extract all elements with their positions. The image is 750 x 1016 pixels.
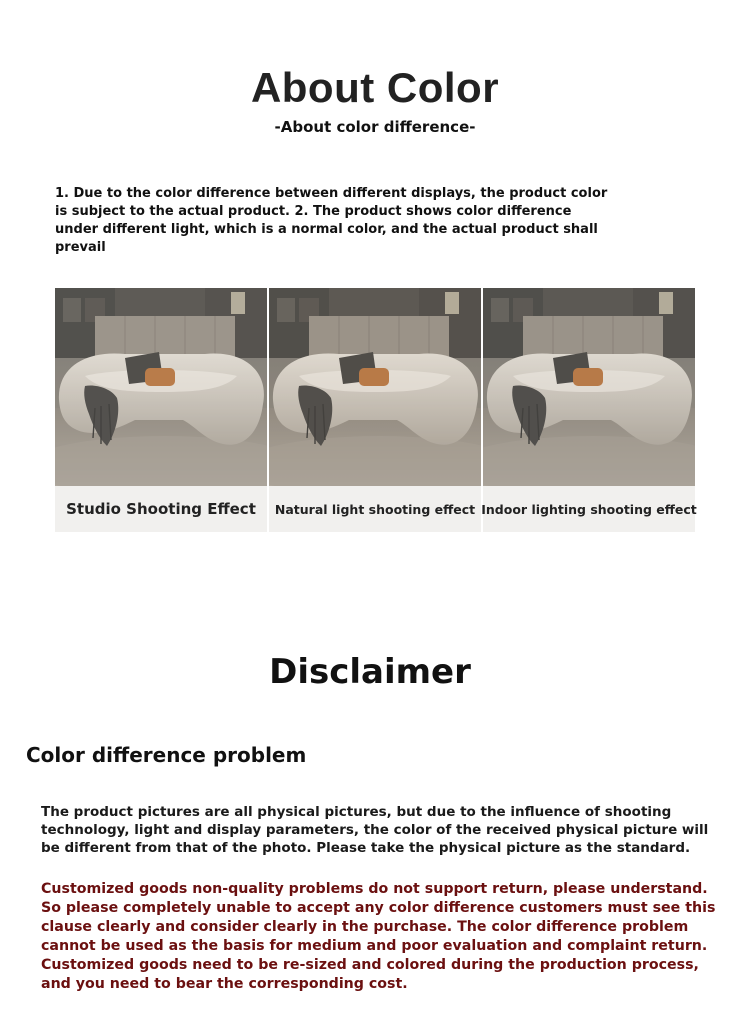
disclaimer-title: Disclaimer bbox=[269, 652, 471, 692]
sofa-photo-studio bbox=[55, 288, 267, 486]
gallery-panel-studio bbox=[55, 288, 267, 532]
caption-studio: Studio Shooting Effect bbox=[55, 486, 267, 532]
physical-picture-notice: The product pictures are all physical pictures, but due to the influence of shooting technology, light and display parameters, the color of the received physical picture will be different from that of the photo. Please take the physical picture as the standard. bbox=[41, 804, 709, 856]
page-title: About Color bbox=[250, 64, 500, 111]
customized-goods-notice: Customized goods non-quality problems do not support return, please understand. So please completely unable to accept any color difference customers must see this clause clearly and consider clearly in the purchase. The color difference problem cannot be used as the basis for medium and poor evaluation and complaint return. Customized goods need to be re-sized and colored during the production process, and you need to bear the corresponding cost. bbox=[41, 881, 716, 992]
sofa-photo-natural-light bbox=[269, 288, 481, 486]
color-difference-notice: 1. Due to the color difference between different displays, the product color is subject to the actual product. 2. The product shows color difference under different light, which is a normal color, and the actual product shall prevail bbox=[55, 186, 608, 255]
gallery-panel-natural-light bbox=[269, 288, 481, 532]
caption-natural-light: Natural light shooting effect bbox=[269, 486, 481, 532]
color-difference-heading: Color difference problem bbox=[26, 743, 307, 767]
sofa-photo-indoor-lighting bbox=[483, 288, 695, 486]
gallery-panel-indoor-lighting bbox=[483, 288, 695, 532]
page-subtitle: -About color difference- bbox=[274, 118, 476, 136]
caption-indoor-lighting: Indoor lighting shooting effect bbox=[483, 486, 695, 532]
